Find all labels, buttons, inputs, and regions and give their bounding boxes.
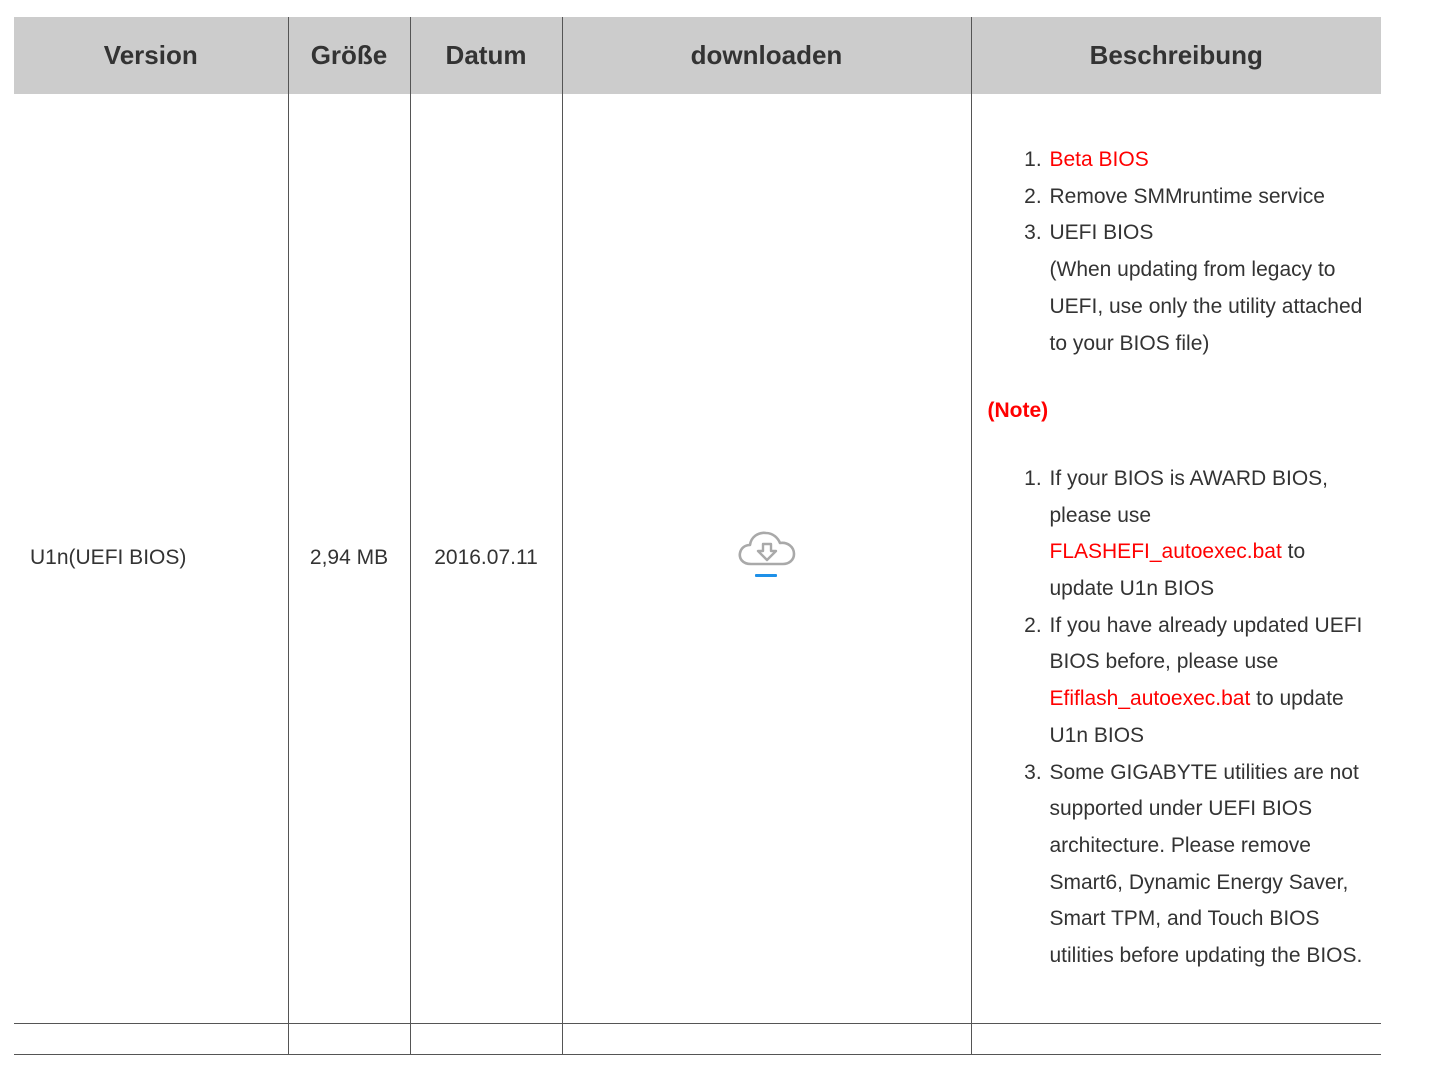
header-description: Beschreibung — [971, 17, 1381, 94]
header-date: Datum — [410, 17, 562, 94]
cell-size — [288, 1023, 410, 1054]
description-list — [988, 142, 1366, 362]
cell-version — [14, 1023, 288, 1054]
note-list — [988, 461, 1366, 975]
table-row — [14, 1023, 1381, 1054]
cloud-download-icon[interactable] — [737, 528, 797, 572]
note-item: 2. If you have already updated UEFI BIOS before, please use Efiflash_autoexec.bat to update U1n BIOS — [1048, 608, 1366, 755]
flashefi-autoexec-link[interactable]: FLASHEFI_autoexec.bat — [1049, 540, 1282, 564]
cell-date — [410, 1023, 562, 1054]
cell-size: 2,94 MB — [288, 94, 410, 1023]
description-item: 3. UEFI BIOS (When updating from legacy to UEFI, use only the utility attached to your BIOS file) — [1048, 215, 1366, 362]
note-heading: (Note) — [987, 399, 1049, 423]
uefi-note-text: (When updating from legacy to UEFI, use only the utility attached to your BIOS file) — [1049, 258, 1363, 355]
header-version: Version — [14, 17, 288, 94]
header-size: Größe — [288, 17, 410, 94]
cell-download — [562, 1023, 971, 1054]
download-button[interactable] — [737, 528, 797, 582]
cell-description — [971, 1023, 1381, 1054]
cell-description — [971, 94, 1381, 1023]
table-row — [14, 94, 1381, 1023]
beta-bios-label: Beta BIOS — [1049, 148, 1149, 171]
description-item: 2. Remove SMMruntime service — [1048, 179, 1366, 216]
bios-download-table — [14, 17, 1381, 1055]
cell-date: 2016.07.11 — [410, 94, 562, 1023]
note-item: 1. If your BIOS is AWARD BIOS, please use FLASHEFI_autoexec.bat to update U1n BIOS — [1048, 461, 1366, 608]
header-download: downloaden — [562, 17, 971, 94]
description-item — [1048, 142, 1366, 179]
cell-download — [562, 94, 971, 1023]
efiflash-autoexec-link[interactable]: Efiflash_autoexec.bat — [1049, 687, 1251, 711]
note-item: 3. Some GIGABYTE utilities are not supported under UEFI BIOS architecture. Please remove Smart6, Dynamic Energy Saver, Smart TPM, and Touch BIOS utilities before updating the BIOS. — [1048, 755, 1366, 975]
cell-version: U1n(UEFI BIOS) — [14, 94, 288, 1023]
table-header-row — [14, 17, 1381, 94]
download-underline — [755, 574, 777, 577]
bios-download-table-container — [14, 17, 1381, 1055]
